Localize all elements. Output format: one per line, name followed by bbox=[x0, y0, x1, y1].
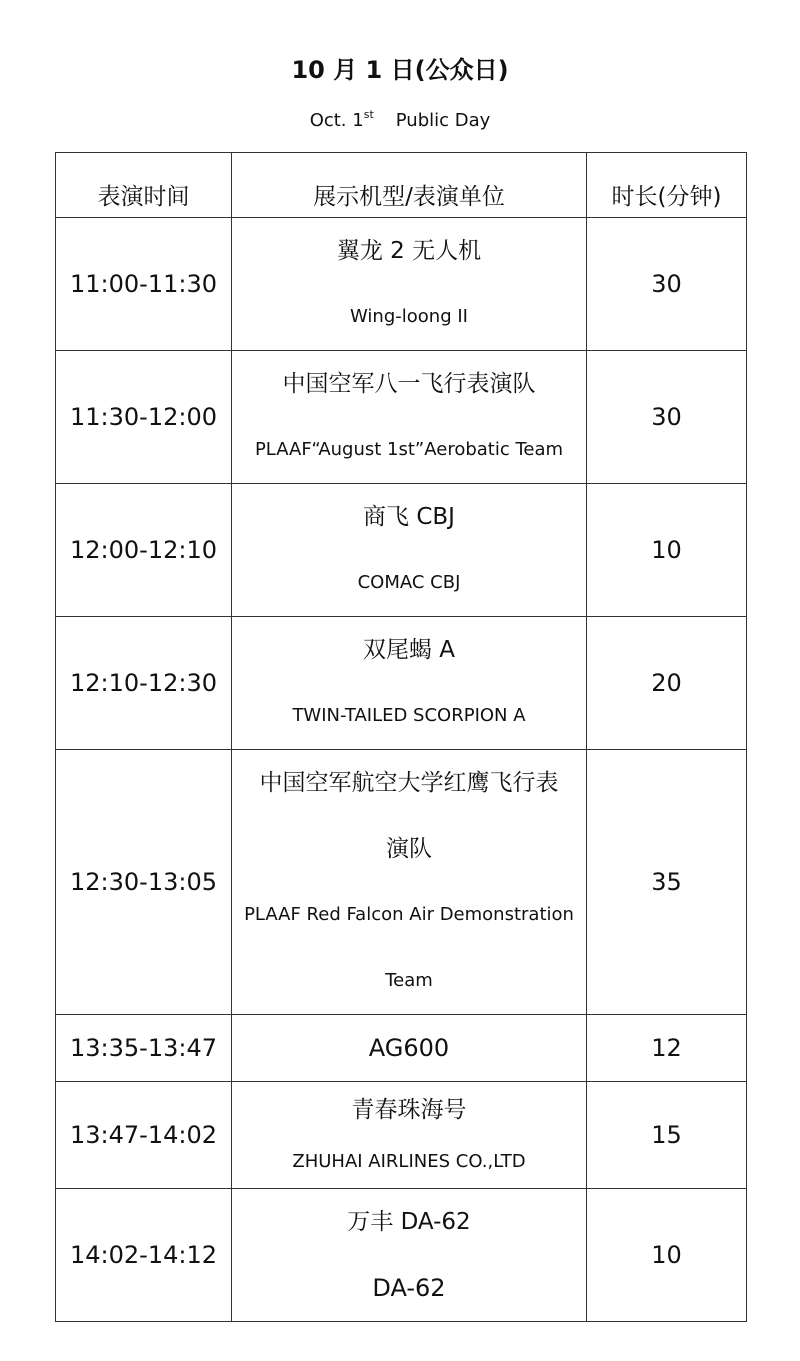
schedule-table bbox=[55, 152, 747, 1322]
cell-item bbox=[232, 351, 587, 484]
table-row bbox=[56, 1082, 747, 1189]
cell-time: 12:10-12:30 bbox=[56, 617, 232, 750]
cell-item bbox=[232, 750, 587, 1015]
table-row bbox=[56, 1015, 747, 1082]
item-chinese-name: 万丰 DA-62 bbox=[347, 1209, 471, 1235]
table-row bbox=[56, 351, 747, 484]
item-english-name-line2: Team bbox=[385, 970, 433, 991]
cell-time: 13:35-13:47 bbox=[56, 1015, 232, 1082]
item-chinese-name-line1: 中国空军航空大学红鹰飞行表 bbox=[259, 770, 559, 796]
cell-duration: 15 bbox=[587, 1082, 747, 1189]
column-header-duration: 时长(分钟) bbox=[587, 153, 747, 218]
cell-time: 12:30-13:05 bbox=[56, 750, 232, 1015]
subtitle-date-suffix: st bbox=[363, 108, 374, 121]
item-chinese-name-line2: 演队 bbox=[386, 836, 432, 862]
cell-time: 12:00-12:10 bbox=[56, 484, 232, 617]
cell-time: 11:30-12:00 bbox=[56, 351, 232, 484]
cell-duration: 30 bbox=[587, 351, 747, 484]
table-row bbox=[56, 218, 747, 351]
cell-time: 13:47-14:02 bbox=[56, 1082, 232, 1189]
item-english-name: ZHUHAI AIRLINES CO.,LTD bbox=[292, 1151, 526, 1172]
item-english-name: Wing-loong II bbox=[350, 306, 468, 327]
table-header-row bbox=[56, 153, 747, 218]
cell-time: 11:00-11:30 bbox=[56, 218, 232, 351]
cell-duration: 10 bbox=[587, 484, 747, 617]
cell-item bbox=[232, 1082, 587, 1189]
cell-item bbox=[232, 218, 587, 351]
item-chinese-name: 中国空军八一飞行表演队 bbox=[282, 371, 536, 397]
cell-duration: 30 bbox=[587, 218, 747, 351]
item-chinese-name: 翼龙 2 无人机 bbox=[336, 238, 482, 264]
cell-duration: 12 bbox=[587, 1015, 747, 1082]
column-header-item: 展示机型/表演单位 bbox=[232, 153, 587, 218]
item-english-name: COMAC CBJ bbox=[357, 572, 461, 593]
cell-item: AG600 bbox=[232, 1015, 587, 1082]
column-header-time: 表演时间 bbox=[56, 153, 232, 218]
cell-duration: 35 bbox=[587, 750, 747, 1015]
cell-time: 14:02-14:12 bbox=[56, 1189, 232, 1322]
item-english-name-line1: PLAAF Red Falcon Air Demonstration bbox=[244, 904, 574, 925]
cell-item bbox=[232, 1189, 587, 1322]
item-english-name: PLAAF“August 1st”Aerobatic Team bbox=[254, 439, 564, 460]
table-row bbox=[56, 750, 747, 1015]
cell-duration: 20 bbox=[587, 617, 747, 750]
table-row bbox=[56, 484, 747, 617]
subtitle-day: Public Day bbox=[395, 110, 491, 131]
item-english-name: DA-62 bbox=[372, 1274, 446, 1302]
item-chinese-name: 双尾蝎 A bbox=[362, 637, 456, 663]
item-chinese-name: 青春珠海号 bbox=[351, 1097, 467, 1123]
cell-item bbox=[232, 617, 587, 750]
page-title: 10 月 1 日(公众日) bbox=[291, 56, 509, 84]
cell-duration: 10 bbox=[587, 1189, 747, 1322]
item-chinese-name: 商飞 CBJ bbox=[363, 504, 455, 530]
subtitle-date: Oct. 1 bbox=[309, 110, 364, 131]
cell-item bbox=[232, 484, 587, 617]
item-english-name: TWIN-TAILED SCORPION A bbox=[292, 705, 526, 726]
page-subtitle bbox=[0, 106, 800, 136]
table-row bbox=[56, 617, 747, 750]
table-row bbox=[56, 1189, 747, 1322]
